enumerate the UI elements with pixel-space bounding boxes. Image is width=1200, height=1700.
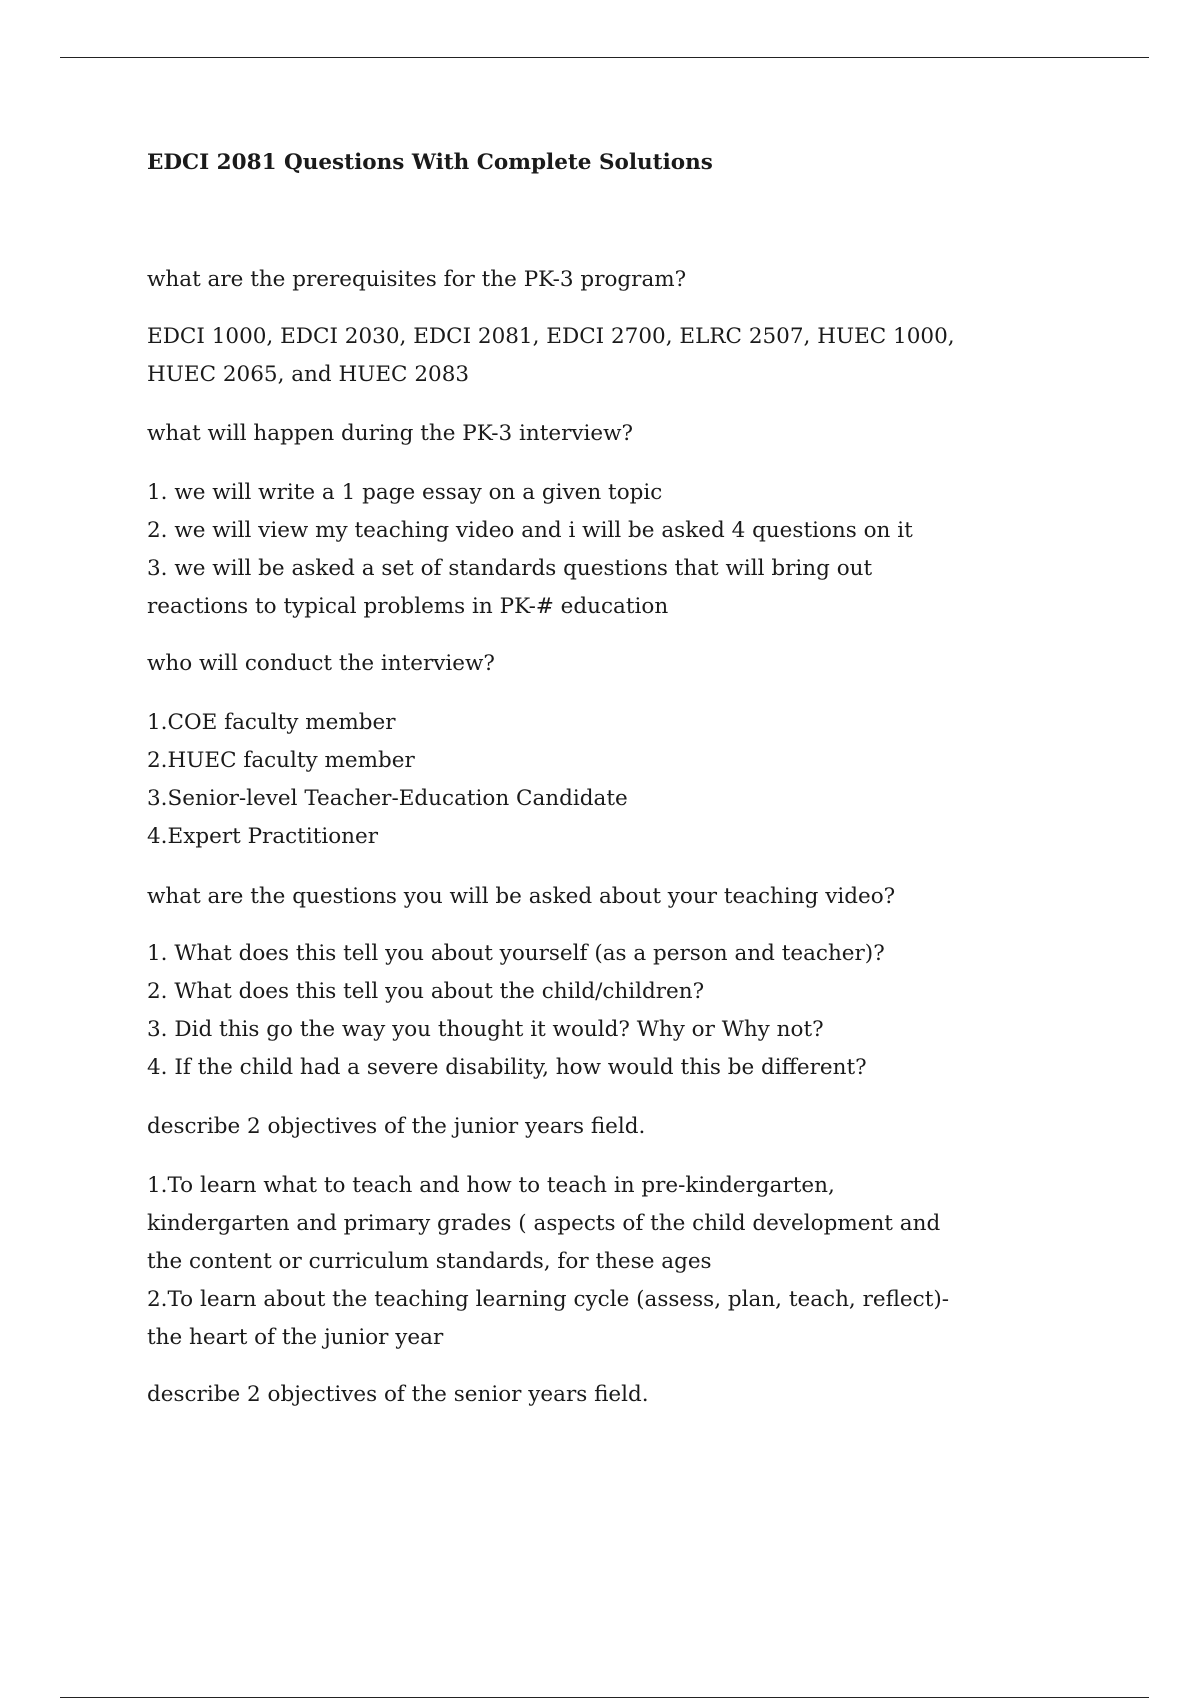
answer-line: EDCI 1000, EDCI 2030, EDCI 2081, EDCI 2700, ELRC 2507, HUEC 1000, — [147, 324, 955, 349]
question — [147, 1108, 645, 1146]
answer-line: the content or curriculum standards, for these ages — [147, 1249, 712, 1274]
title-text: EDCI 2081 Questions With Complete Solutions — [147, 150, 713, 175]
answer — [147, 704, 628, 856]
bottom-rule — [60, 1697, 1149, 1698]
question-text: describe 2 objectives of the senior years field. — [147, 1382, 649, 1407]
answer-line: 3. we will be asked a set of standards questions that will bring out — [147, 556, 873, 581]
answer — [147, 474, 913, 626]
question-text: what are the prerequisites for the PK-3 program? — [147, 267, 687, 292]
answer — [147, 1167, 949, 1357]
question-text: what will happen during the PK-3 interview? — [147, 421, 634, 446]
question — [147, 1376, 649, 1414]
question-text: who will conduct the interview? — [147, 651, 495, 676]
answer-line: the heart of the junior year — [147, 1325, 444, 1350]
answer-line: 2. we will view my teaching video and i will be asked 4 questions on it — [147, 518, 913, 543]
question — [147, 415, 633, 453]
question — [147, 261, 686, 299]
answer-line: kindergarten and primary grades ( aspects of the child development and — [147, 1211, 941, 1236]
answer-line: 1. What does this tell you about yourself (as a person and teacher)? — [147, 941, 885, 966]
answer-line: 3.Senior-level Teacher-Education Candidate — [147, 786, 628, 811]
answer-line: 4.Expert Practitioner — [147, 824, 378, 849]
answer-line: 4. If the child had a severe disability, how would this be different? — [147, 1055, 867, 1080]
answer-line: 2.HUEC faculty member — [147, 748, 415, 773]
answer-line: HUEC 2065, and HUEC 2083 — [147, 362, 470, 387]
answer-line: 1.To learn what to teach and how to teach in pre-kindergarten, — [147, 1173, 835, 1198]
answer — [147, 318, 955, 394]
answer-line: 2.To learn about the teaching learning cycle (assess, plan, teach, reflect)- — [147, 1287, 949, 1312]
question — [147, 878, 895, 916]
question — [147, 645, 495, 683]
question-text: describe 2 objectives of the junior years field. — [147, 1114, 646, 1139]
question-text: what are the questions you will be asked about your teaching video? — [147, 884, 896, 909]
top-rule — [60, 57, 1149, 58]
answer-line: 1. we will write a 1 page essay on a given topic — [147, 480, 663, 505]
answer — [147, 935, 885, 1087]
answer-line: 2. What does this tell you about the child/children? — [147, 979, 705, 1004]
answer-line: 1.COE faculty member — [147, 710, 396, 735]
answer-line: 3. Did this go the way you thought it would? Why or Why not? — [147, 1017, 824, 1042]
document-title — [147, 144, 713, 182]
answer-line: reactions to typical problems in PK-# education — [147, 594, 669, 619]
